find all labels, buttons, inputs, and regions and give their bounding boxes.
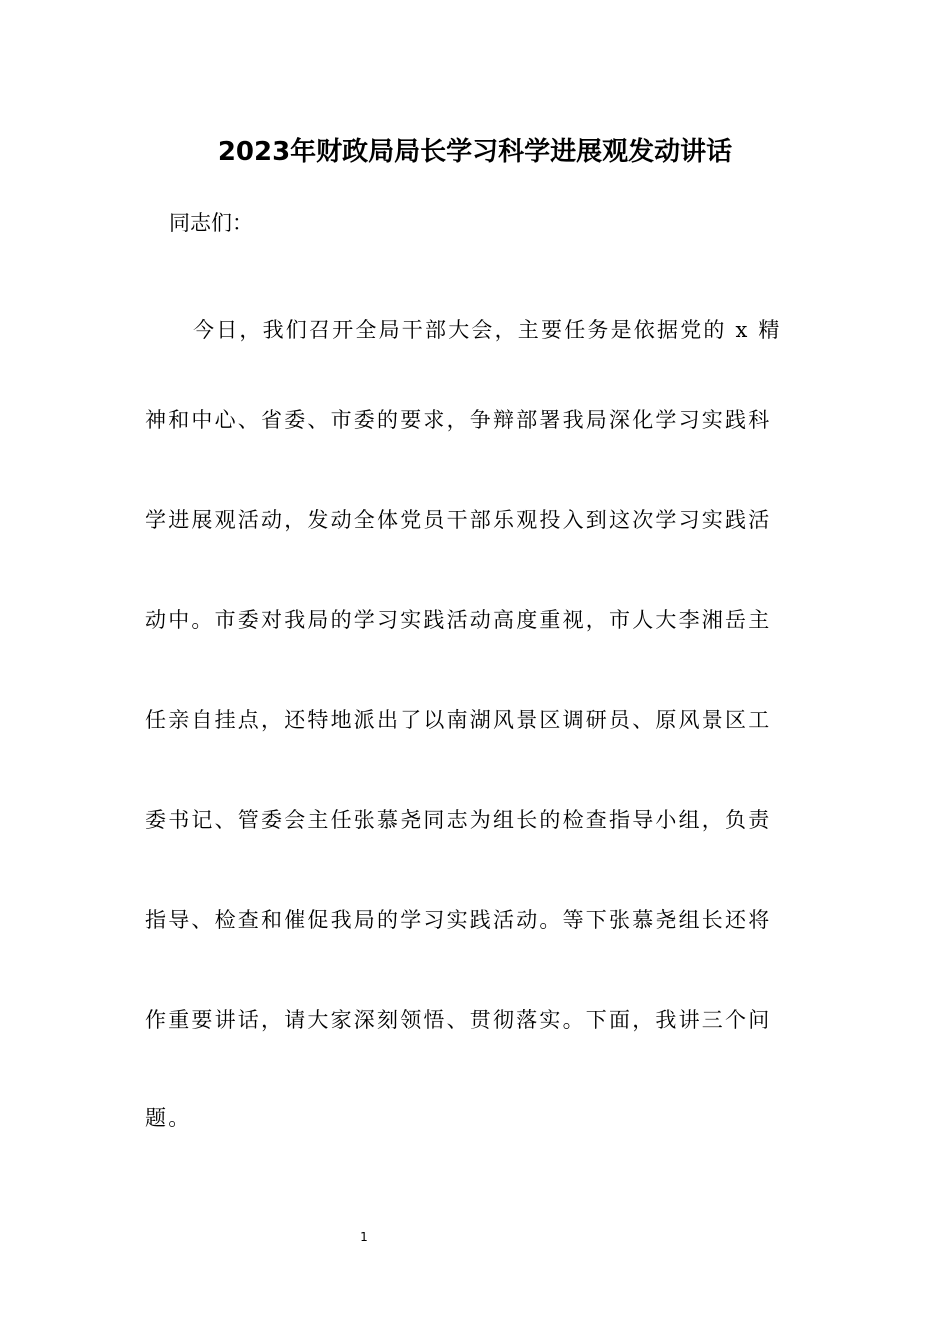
paragraph-line-8: 作重要讲话，请大家深刻领悟、贯彻落实。下面，我讲三个问 — [145, 1008, 772, 1032]
paragraph-line-5: 任亲自挂点，还特地派出了以南湖风景区调研员、原风景区工 — [145, 708, 772, 732]
paragraph-line-2: 神和中心、省委、市委的要求，争辩部署我局深化学习实践科 — [145, 408, 772, 432]
salutation: 同志们： — [169, 211, 253, 235]
page-number: 1 — [360, 1230, 368, 1244]
paragraph-line-4: 动中。市委对我局的学习实践活动高度重视，市人大李湘岳主 — [145, 608, 772, 632]
paragraph-line-9: 题。 — [145, 1106, 192, 1130]
document-title: 2023年财政局局长学习科学进展观发动讲话 — [217, 137, 733, 167]
paragraph-line-7: 指导、检查和催促我局的学习实践活动。等下张慕尧组长还将 — [145, 908, 772, 932]
paragraph-line-6: 委书记、管委会主任张慕尧同志为组长的检查指导小组，负责 — [145, 808, 772, 832]
paragraph-line-1: 今日，我们召开全局干部大会，主要任务是依据党的 x 精 — [193, 318, 782, 342]
paragraph-line-3: 学进展观活动，发动全体党员干部乐观投入到这次学习实践活 — [145, 508, 772, 532]
